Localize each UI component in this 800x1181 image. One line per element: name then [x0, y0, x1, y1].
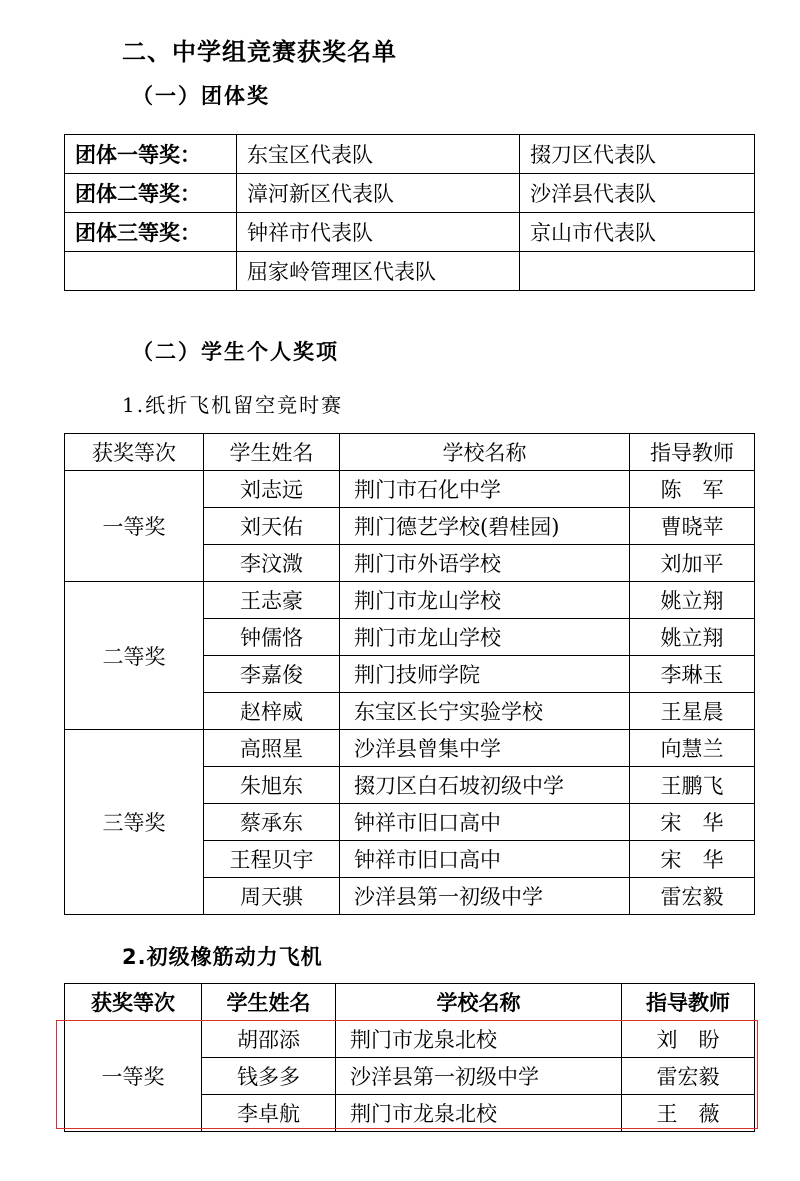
teacher-name: 姚立翔	[630, 582, 755, 619]
table-header-row	[65, 984, 755, 1021]
team-name	[520, 252, 755, 291]
teacher-name: 雷宏毅	[622, 1058, 755, 1095]
student-name: 高照星	[204, 730, 340, 767]
section-heading: 二、中学组竞赛获奖名单	[122, 38, 397, 66]
team-award-table	[64, 134, 755, 291]
teacher-name: 宋 华	[630, 841, 755, 878]
teacher-name: 王星晨	[630, 693, 755, 730]
team-award-heading: （一）团体奖	[132, 84, 270, 108]
student-name: 钱多多	[202, 1058, 336, 1095]
table-row	[65, 730, 755, 767]
team-level: 团体三等奖：	[65, 213, 237, 252]
teacher-name: 宋 华	[630, 804, 755, 841]
school-name: 荆门市外语学校	[340, 545, 630, 582]
team-name: 掇刀区代表队	[520, 135, 755, 174]
column-header: 指导教师	[630, 434, 755, 471]
individual-award-heading: （二）学生个人奖项	[132, 340, 339, 364]
student-name: 王志豪	[204, 582, 340, 619]
student-name: 刘志远	[204, 471, 340, 508]
teacher-name: 王 薇	[622, 1095, 755, 1132]
teacher-name: 刘 盼	[622, 1021, 755, 1058]
column-header: 学生姓名	[204, 434, 340, 471]
teacher-name: 曹晓苹	[630, 508, 755, 545]
school-name: 钟祥市旧口高中	[340, 804, 630, 841]
highlight-box	[56, 1020, 758, 1129]
teacher-name: 王鹏飞	[630, 767, 755, 804]
event-title: 2.初级橡筋动力飞机	[122, 945, 323, 969]
team-level: 团体二等奖：	[65, 174, 237, 213]
school-name: 沙洋县第一初级中学	[340, 878, 630, 915]
team-name: 沙洋县代表队	[520, 174, 755, 213]
column-header: 学校名称	[340, 434, 630, 471]
teacher-name: 姚立翔	[630, 619, 755, 656]
team-name: 屈家岭管理区代表队	[237, 252, 520, 291]
school-name: 荆门技师学院	[340, 656, 630, 693]
student-name: 李嘉俊	[204, 656, 340, 693]
school-name: 荆门市龙山学校	[340, 619, 630, 656]
school-name: 东宝区长宁实验学校	[340, 693, 630, 730]
student-name: 李汶溦	[204, 545, 340, 582]
column-header: 指导教师	[622, 984, 755, 1021]
team-name: 京山市代表队	[520, 213, 755, 252]
award-level: 三等奖	[65, 730, 204, 915]
school-name: 沙洋县第一初级中学	[336, 1058, 622, 1095]
student-name: 朱旭东	[204, 767, 340, 804]
table-row	[65, 582, 755, 619]
student-name: 刘天佑	[204, 508, 340, 545]
award-level: 一等奖	[65, 471, 204, 582]
team-name: 漳河新区代表队	[237, 174, 520, 213]
school-name: 荆门德艺学校(碧桂园)	[340, 508, 630, 545]
team-name: 东宝区代表队	[237, 135, 520, 174]
table-row	[65, 135, 755, 174]
student-name: 赵梓威	[204, 693, 340, 730]
student-name: 钟儒恪	[204, 619, 340, 656]
team-level	[65, 252, 237, 291]
school-name: 荆门市石化中学	[340, 471, 630, 508]
school-name: 沙洋县曾集中学	[340, 730, 630, 767]
teacher-name: 刘加平	[630, 545, 755, 582]
table-row	[65, 213, 755, 252]
table-row	[65, 252, 755, 291]
column-header: 获奖等次	[65, 434, 204, 471]
award-level: 二等奖	[65, 582, 204, 730]
event-title: 1.纸折飞机留空竞时赛	[122, 393, 344, 417]
school-name: 钟祥市旧口高中	[340, 841, 630, 878]
event1-table	[64, 433, 755, 915]
table-header-row	[65, 434, 755, 471]
teacher-name: 陈 军	[630, 471, 755, 508]
column-header: 学生姓名	[202, 984, 336, 1021]
student-name: 李卓航	[202, 1095, 336, 1132]
award-level: 一等奖	[65, 1021, 202, 1132]
student-name: 胡邵添	[202, 1021, 336, 1058]
student-name: 蔡承东	[204, 804, 340, 841]
column-header: 获奖等次	[65, 984, 202, 1021]
table-row	[65, 174, 755, 213]
student-name: 周天骐	[204, 878, 340, 915]
team-name: 钟祥市代表队	[237, 213, 520, 252]
school-name: 荆门市龙泉北校	[336, 1021, 622, 1058]
teacher-name: 雷宏毅	[630, 878, 755, 915]
student-name: 王程贝宇	[204, 841, 340, 878]
team-level: 团体一等奖：	[65, 135, 237, 174]
school-name: 荆门市龙泉北校	[336, 1095, 622, 1132]
school-name: 掇刀区白石坡初级中学	[340, 767, 630, 804]
school-name: 荆门市龙山学校	[340, 582, 630, 619]
table-row	[65, 471, 755, 508]
teacher-name: 向慧兰	[630, 730, 755, 767]
teacher-name: 李琳玉	[630, 656, 755, 693]
column-header: 学校名称	[336, 984, 622, 1021]
